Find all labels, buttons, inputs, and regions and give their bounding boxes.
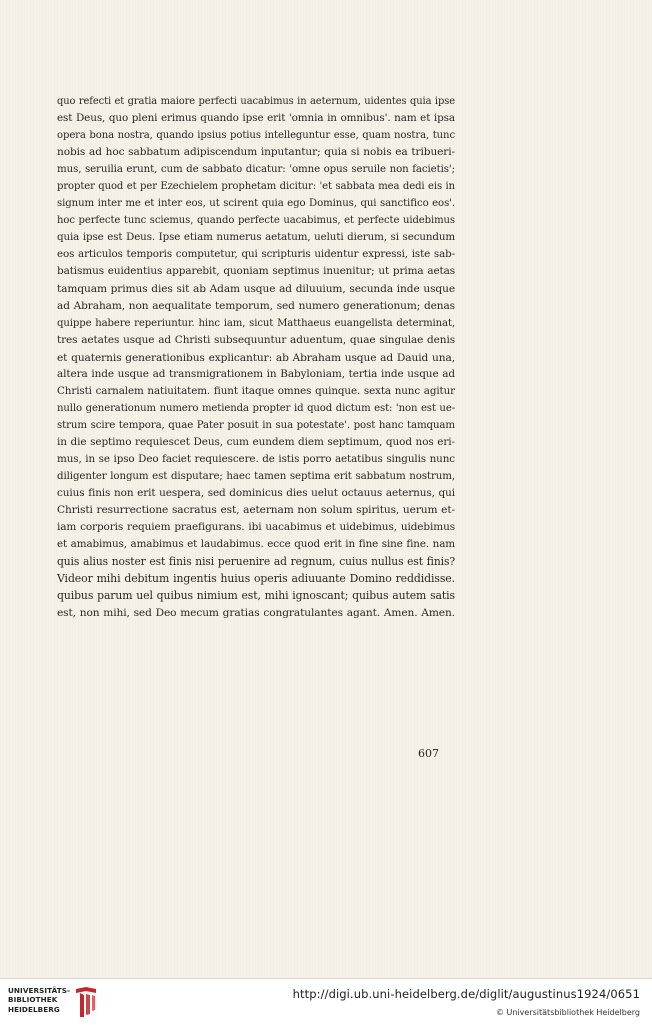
text-line: in die septimo requiescet Deus, cum eundem diem septimum, quod nos eri-	[57, 435, 455, 448]
footer-bar	[0, 978, 652, 1025]
page-number: 607	[418, 747, 439, 760]
text-line: quippe habere reperiuntur. hinc iam, sicut Matthaeus euangelista determinat,	[57, 317, 455, 329]
library-logo-mark-icon	[74, 985, 98, 1019]
text-line: ad Abraham, non aequalitate temporum, sed numero generationum; denas	[57, 299, 455, 312]
text-line: propter quod et per Ezechielem prophetam dicitur: 'et sabbata mea dedi eis in	[57, 181, 455, 193]
text-line: cuius finis non erit uespera, sed dominicus dies uelut octauus aeternus, qui	[57, 487, 455, 500]
text-line: et quaternis generationibus explicantur: ab Abraham usque ad Dauid una,	[57, 350, 455, 364]
text-line: batismus euidentius apparebit, quoniam septimus inuenitur; ut prima aetas	[57, 265, 455, 278]
text-line: signum inter me et inter eos, ut scirent quia ego Dominus, qui sanctifico eos'.	[57, 198, 455, 210]
library-logo[interactable]	[8, 985, 98, 1021]
text-line: mus, in se ipso Deo faciet requiescere. de istis porro aetatibus singulis nunc	[57, 452, 455, 465]
source-url-link[interactable]: http://digi.ub.uni-heidelberg.de/diglit/augustinus1924/0651	[292, 987, 640, 1001]
text-line: opera bona nostra, quando ipsius potius intelleguntur esse, quam nostra, tunc	[57, 130, 455, 142]
copyright-notice: © Universitätsbibliothek Heidelberg	[495, 1008, 640, 1017]
logo-line: BIBLIOTHEK	[8, 995, 58, 1005]
text-line: diligenter longum est disputare; haec tamen septima erit sabbatum nostrum,	[57, 471, 455, 483]
text-line: quis alius noster est finis nisi peruenire ad regnum, cuius nullus est finis?	[57, 555, 455, 569]
text-line: nullo generationum numero metienda propter id quod dictum est: 'non est ue-	[57, 402, 455, 414]
logo-text	[8, 986, 70, 1014]
text-line: et amabimus, amabimus et laudabimus. ecce quod erit in fine sine fine. nam	[57, 538, 455, 551]
text-line: altera inde usque ad transmigrationem in Babyloniam, tertia inde usque ad	[57, 367, 455, 380]
text-line: hoc perfecte tunc sciemus, quando perfecte uacabimus, et perfecte uidebimus	[57, 215, 455, 227]
text-line: mus, seruilia erunt, cum de sabbato dicatur: 'omne opus seruile non facietis';	[57, 164, 455, 176]
text-line: strum scire tempora, quae Pater posuit in sua potestate'. post hanc tamquam	[57, 419, 455, 431]
text-line: eos articulos temporis computetur, qui scripturis uidentur expressi, iste sab-	[57, 248, 455, 261]
text-line: Christi resurrectione sacratus est, aeternam non solum spiritus, uerum et-	[57, 504, 455, 517]
body-text	[57, 93, 455, 621]
text-line: est Deus, quo pleni erimus quando ipse erit 'omnia in omnibus'. nam et ipsa	[57, 112, 455, 125]
text-line: est, non mihi, sed Deo mecum gratias congratulantes agant. Amen. Amen.	[57, 606, 455, 620]
text-line: quibus parum uel quibus nimium est, mihi ignoscant; quibus autem satis	[57, 589, 455, 603]
text-line: quo refecti et gratia maiore perfecti uacabimus in aeternum, uidentes quia ipse	[57, 96, 455, 107]
text-line: Christi carnalem natiuitatem. fiunt itaque omnes quinque. sexta nunc agitur	[57, 384, 455, 397]
text-line: quia ipse est Deus. Ipse etiam numerus aetatum, ueluti dierum, si secundum	[57, 231, 455, 244]
text-line: iam corporis requiem praefigurans. ibi uacabimus et uidebimus, uidebimus	[57, 521, 455, 534]
text-line: tres aetates usque ad Christi subsequuntur aduentum, quae singulae denis	[57, 333, 455, 346]
logo-line: UNIVERSITÄTS-	[8, 986, 71, 995]
text-line: nobis ad hoc sabbatum adipiscendum inputantur; quia si nobis ea tribueri-	[57, 146, 455, 159]
text-line: Videor mihi debitum ingentis huius operis adiuuante Domino reddidisse.	[57, 572, 455, 586]
text-line: tamquam primus dies sit ab Adam usque ad diluuium, secunda inde usque	[57, 282, 455, 295]
logo-line: HEIDELBERG	[8, 1004, 60, 1014]
